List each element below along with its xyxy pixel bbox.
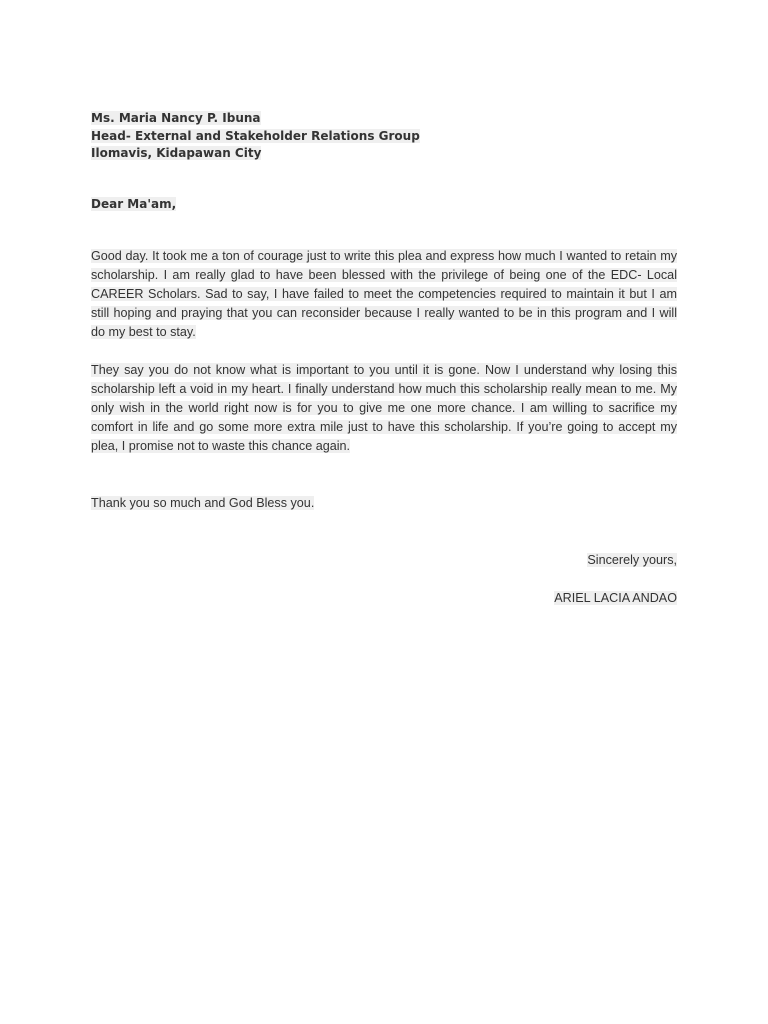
salutation xyxy=(91,196,176,214)
paragraph-1-text: Good day. It took me a ton of courage just to write this plea and express how much I wanted to retain my scholarship. I am really glad to have been blessed with the privilege of being one of the EDC- Local CAREER Scholars. Sad to say, I have failed to meet the competencies required to maintain it but I am still hoping and praying that you can reconsider because I really wanted to be in this program and I will do my best to stay. xyxy=(91,249,677,339)
body-paragraph-1 xyxy=(91,247,677,342)
signer-text: ARIEL LACIA ANDAO xyxy=(554,591,677,605)
signer-name xyxy=(554,589,677,608)
recipient-name: Ms. Maria Nancy P. Ibuna xyxy=(91,111,261,125)
thanks-line xyxy=(91,494,314,513)
closing-text: Sincerely yours, xyxy=(587,553,677,567)
recipient-address: Ilomavis, Kidapawan City xyxy=(91,146,262,160)
body-paragraph-2 xyxy=(91,361,677,456)
recipient-position: Head- External and Stakeholder Relations Group xyxy=(91,128,420,143)
recipient-block xyxy=(91,110,420,163)
salutation-text: Dear Ma'am, xyxy=(91,197,177,211)
thanks-text: Thank you so much and God Bless you. xyxy=(91,496,315,510)
closing-line xyxy=(587,551,677,570)
paragraph-2-text: They say you do not know what is important to you until it is gone. Now I understand why losing this scholarship left a void in my heart. I finally understand how much this scholarship really mean to me. My only wish in the world right now is for you to give me one more chance. I am willing to sacrifice my comfort in life and go some more extra mile just to have this scholarship. If you’re going to accept my plea, I promise not to waste this chance again. xyxy=(91,363,677,453)
